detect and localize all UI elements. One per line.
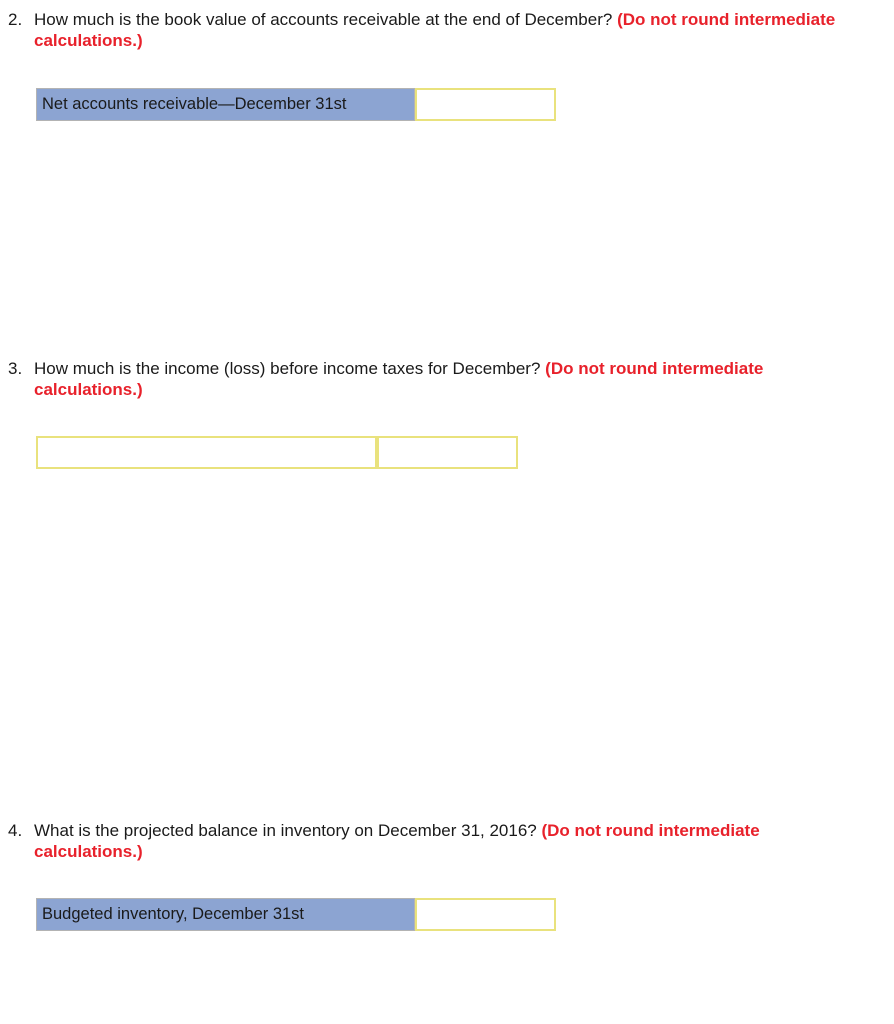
question-4: [8, 820, 838, 862]
answer-row-net-accounts-receivable: [36, 88, 556, 121]
income-before-taxes-input[interactable]: [377, 436, 518, 469]
rounding-note: (Do not round intermediate calculations.): [34, 10, 836, 50]
question-number: 3.: [8, 359, 23, 378]
net-accounts-receivable-input[interactable]: [415, 88, 556, 121]
question-text-block: [34, 820, 838, 862]
answer-row-income-before-taxes: [36, 436, 518, 469]
rounding-note: (Do not round intermediate calculations.): [34, 359, 764, 399]
answer-row-budgeted-inventory: [36, 898, 556, 931]
income-label-input[interactable]: [36, 436, 377, 469]
question-text: How much is the income (loss) before income taxes for December?: [34, 359, 541, 378]
question-text: What is the projected balance in inventory on December 31, 2016?: [34, 821, 537, 840]
question-3: [8, 358, 838, 400]
row-label: Net accounts receivable—December 31st: [36, 88, 415, 121]
question-number: 4.: [8, 821, 23, 840]
question-text-block: [34, 9, 838, 51]
rounding-note: (Do not round intermediate calculations.): [34, 821, 760, 861]
question-text-block: [34, 358, 838, 400]
row-label: Budgeted inventory, December 31st: [36, 898, 415, 931]
question-text: How much is the book value of accounts receivable at the end of December?: [34, 10, 613, 29]
question-2: [8, 9, 838, 51]
budgeted-inventory-input[interactable]: [415, 898, 556, 931]
question-number: 2.: [8, 10, 23, 29]
